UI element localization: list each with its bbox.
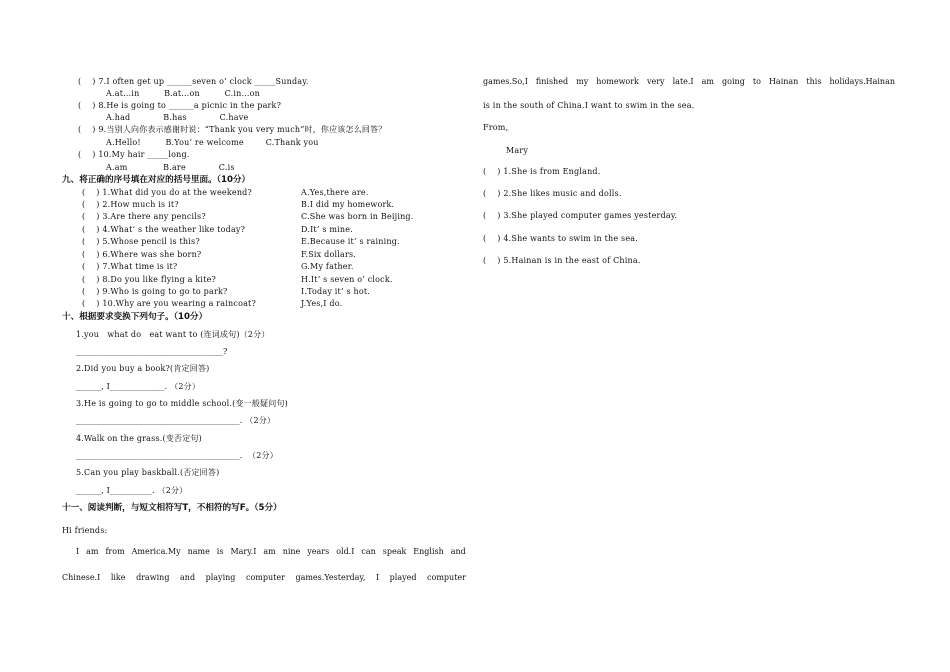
match-question: ( ) 6.Where was she born? [82,250,202,259]
answer-line: _______________________________________. （2分） [76,416,276,425]
tf-statement: ( ) 5.Hainan is in the east of China. [483,256,641,265]
passage-word: games.Yesterday, [295,573,366,582]
passage-word: my [576,77,589,86]
passage-word: like [110,573,126,582]
letter-closing: From, [483,123,509,132]
match-question: ( ) 1.What did you do at the weekend? [82,188,252,197]
q7-options: A.at…in B.at…on C.in…on [106,89,261,98]
tf-statement: ( ) 1.She is from England. [483,167,601,176]
tf-statement: ( ) 3.She played computer games yesterday. [483,211,678,220]
passage-word: to [752,77,761,86]
passage-word: I [375,573,380,582]
q10-options: A.am B.are C.is [106,163,235,172]
passage-word: going [722,77,745,86]
match-question: ( ) 3.Are there any pencils? [82,212,206,221]
tf-statement: ( ) 4.She wants to swim in the sea. [483,234,638,243]
letter-signature: Mary [506,146,529,155]
passage-word: English [413,547,444,556]
passage-word: am [701,77,714,86]
match-answer: D.It’ s mine. [301,225,353,234]
tf-statement: ( ) 2.She likes music and dolls. [483,189,622,198]
section11-heading: 十一、阅读判断，与短文相符写T，不相符的写F。（5分） [62,503,282,513]
transform-q4: 4.Walk on the grass.(变否定句) [76,434,202,443]
passage-word: years [307,547,330,556]
passage-line-4: is in the south of China.I want to swim in the sea. [483,101,695,110]
passage-word: Chinese.I [62,573,101,582]
passage-word: this [806,77,822,86]
passage-word: old.I [336,547,355,556]
passage-word: is [216,547,224,556]
passage-word: holidays.Hainan [829,77,895,86]
match-question: ( ) 4.What’ s the weather like today? [82,225,246,234]
q8-question: ( ) 8.He is going to ______a picnic in the park? [78,101,282,110]
match-question: ( ) 9.Who is going to go to park? [82,287,228,296]
passage-word: from [105,547,125,556]
letter-greeting: Hi friends: [62,526,108,535]
answer-line: ______, I__________. （2分） [76,486,188,495]
passage-word: am [263,547,276,556]
passage-word: homework [596,77,639,86]
transform-q3: 3.He is going to go to middle school.(变一般疑问句) [76,399,288,408]
match-answer: I.Today it’ s hot. [301,287,371,296]
passage-word: Hainan [768,77,799,86]
transform-q1: 1.you what do eat want to (连词成句)（2分） [76,330,270,339]
answer-line: _______________________________________. （2分） [76,451,278,460]
match-answer: C.She was born in Beijing. [301,212,414,221]
match-question: ( ) 5.Whose pencil is this? [82,237,200,246]
passage-word: I [76,547,80,556]
passage-word: computer [245,573,285,582]
passage-word: very [646,77,665,86]
passage-word: playing [205,573,236,582]
passage-word: can [361,547,376,556]
passage-line-2 [62,573,466,583]
q9-options: A.Hello! B.You’ re welcome C.Thank you [106,138,319,147]
passage-word: played [389,573,417,582]
passage-word: computer [427,573,466,582]
passage-word: finished [535,77,569,86]
section9-heading: 九、将正确的序号填在对应的括号里面。（10分） [62,175,251,185]
passage-word: America.My [131,547,181,556]
match-answer: A.Yes,there are. [301,188,369,197]
passage-word: drawing [136,573,170,582]
transform-q2: 2.Did you buy a book?(肯定回答) [76,364,210,373]
passage-word: nine [282,547,301,556]
passage-word: games.So,I [483,77,528,86]
match-answer: F.Six dollars. [301,250,357,259]
section10-heading: 十、根据要求变换下列句子。（10分） [62,312,208,322]
match-question: ( ) 2.How much is it? [82,200,179,209]
passage-word: name [187,547,210,556]
match-question: ( ) 7.What time is it? [82,262,178,271]
match-answer: H.It’ s seven o’ clock. [301,275,393,284]
q10-question: ( ) 10.My hair _____long. [78,150,190,159]
q7-question: ( ) 7.I often get up ______seven o’ clock _____Sunday. [78,77,309,86]
q9-question: ( ) 9.当别人向你表示感谢时说：“Thank you very much”时，你应该怎么回答？ [78,125,387,134]
passage-word: and [180,573,196,582]
answer-line: ___________________________________? [76,347,228,356]
match-answer: E.Because it’ s raining. [301,237,400,246]
match-answer: G.My father. [301,262,354,271]
passage-line-3 [483,77,895,87]
match-question: ( ) 8.Do you like flying a kite? [82,275,217,284]
passage-word: and [450,547,466,556]
passage-line-1 [76,547,466,557]
passage-word: am [86,547,99,556]
q8-options: A.had B.has C.have [106,113,249,122]
passage-word: speak [382,547,407,556]
transform-q5: 5.Can you play baskball.(否定回答) [76,468,220,477]
match-answer: J.Yes,I do. [301,299,343,308]
answer-line: ______, I_____________. （2分） [76,382,201,391]
match-question: ( ) 10.Why are you wearing a raincoat? [82,299,256,308]
passage-word: Mary.I [230,547,257,556]
match-answer: B.I did my homework. [301,200,395,209]
passage-word: late.I [672,77,694,86]
